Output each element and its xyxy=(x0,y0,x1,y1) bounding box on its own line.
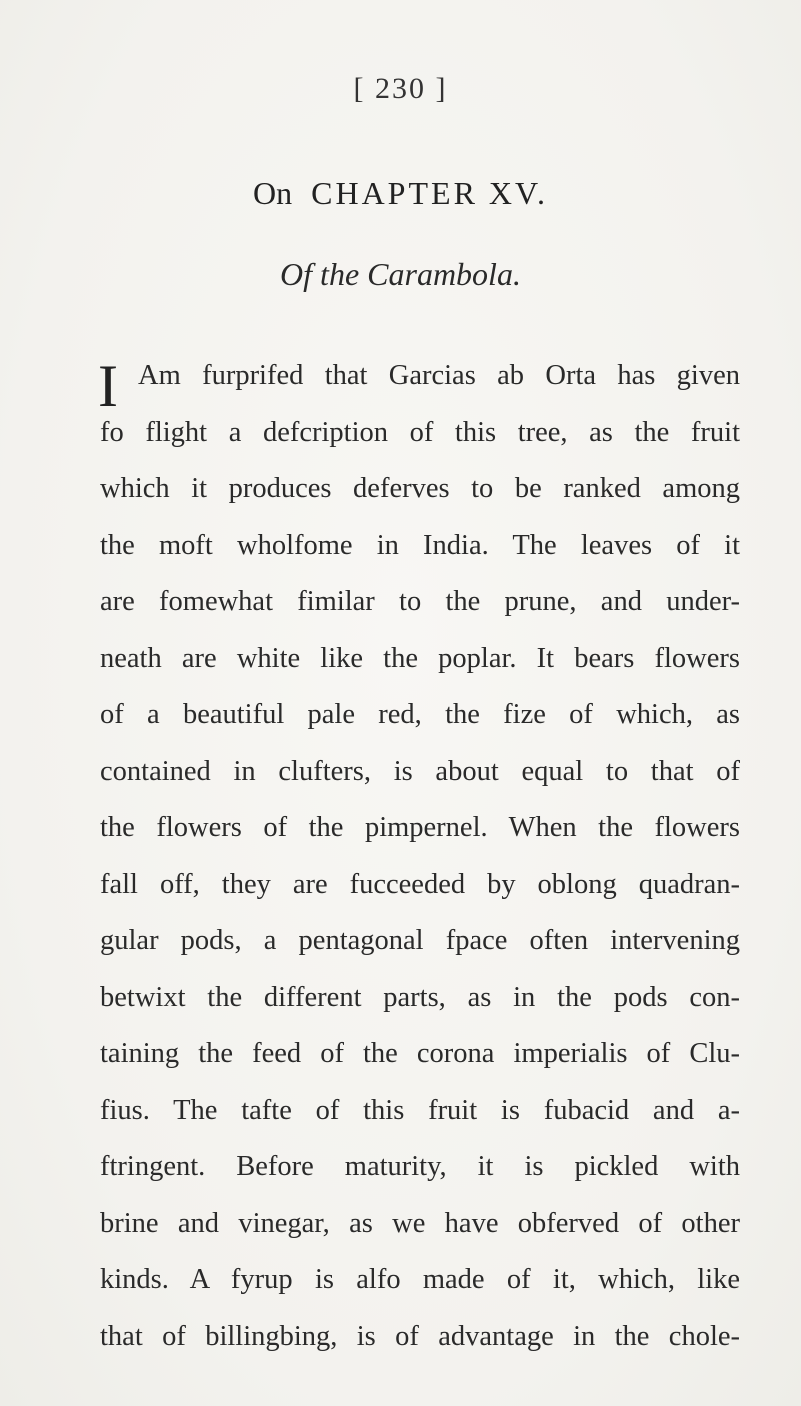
chapter-prefix: On xyxy=(253,175,293,211)
text-line: neath are white like the poplar. It bears flowers xyxy=(100,642,740,674)
text-line: that of billingbing, is of advantage in the chole- xyxy=(100,1320,740,1352)
text-line: the flowers of the pimpernel. When the flowers xyxy=(100,812,740,843)
text-line: fall off, they are fucceeded by oblong quadran- xyxy=(100,868,740,900)
text-line: contained in clufters, is about equal to that of xyxy=(100,755,740,787)
text-line: are fomewhat fimilar to the prune, and under- xyxy=(100,586,740,617)
drop-cap: I xyxy=(98,353,118,419)
chapter-subtitle: Of the Carambola. xyxy=(280,256,521,292)
body-text xyxy=(100,348,740,1365)
text-line: taining the feed of the corona imperialis of Clu- xyxy=(100,1038,740,1069)
text-line: fo flight a defcription of this tree, as the fruit xyxy=(100,416,740,448)
chapter-title: CHAPTER XV. xyxy=(311,175,548,211)
text-line: betwixt the different parts, as in the pods con- xyxy=(100,981,740,1013)
text-line xyxy=(98,348,740,419)
text-line-content: Am furprifed that Garcias ab Orta has given xyxy=(138,360,740,391)
text-line: gular pods, a pentagonal fpace often intervening xyxy=(100,925,740,956)
text-line: ftringent. Before maturity, it is pickled with xyxy=(100,1151,740,1182)
page-number: [ 230 ] xyxy=(353,72,448,105)
text-line: fius. The tafte of this fruit is fubacid and a- xyxy=(100,1094,740,1126)
text-line: of a beautiful pale red, the fize of which, as xyxy=(100,699,740,730)
text-line: brine and vinegar, as we have obferved of other xyxy=(100,1207,740,1239)
chapter-heading xyxy=(0,175,801,212)
text-line: kinds. A fyrup is alfo made of it, which, like xyxy=(100,1264,740,1295)
text-line: the moft wholfome in India. The leaves of it xyxy=(100,529,740,561)
text-line: which it produces deferves to be ranked among xyxy=(100,473,740,504)
